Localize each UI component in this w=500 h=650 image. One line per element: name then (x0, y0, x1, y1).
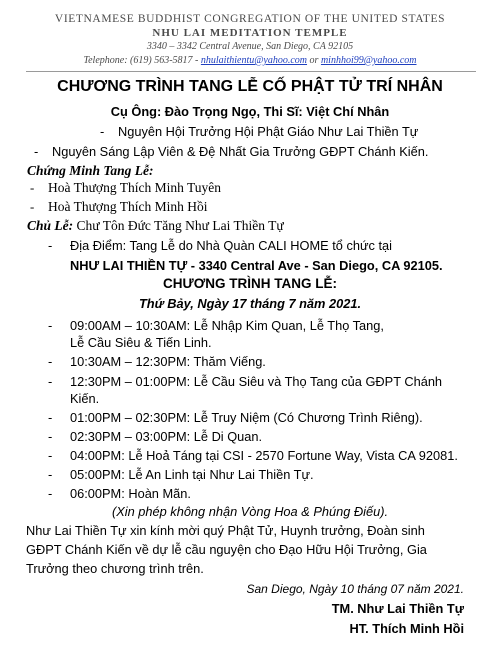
officiant-item: Hoà Thượng Thích Minh Hồi (48, 199, 208, 214)
email-link-2[interactable]: minhhoi99@yahoo.com (320, 55, 417, 66)
bullet-dash: - (48, 238, 53, 253)
org-name: VIETNAMESE BUDDHIST CONGREGATION OF THE UNITED STATES (54, 13, 446, 25)
schedule-item: 12:30PM – 01:00PM: Lễ Cầu Siêu và Thọ Tang của GĐPT Chánh (70, 374, 443, 389)
invitation-line: GĐPT Chánh Kiến về dự lễ cầu nguyện cho Đạo Hữu Hội Trưởng, Gia (26, 542, 427, 557)
chu-le-line (27, 218, 284, 234)
program-heading: CHƯƠNG TRÌNH TANG LỄ: (163, 276, 337, 291)
telephone-label: Telephone: (83, 55, 128, 66)
officiant-item: Hoà Thượng Thích Minh Tuyên (48, 180, 221, 195)
bullet-dash: - (48, 318, 53, 333)
contact-line (0, 55, 500, 66)
flowers-note: (Xin phép không nhận Vòng Hoa & Phúng Điếu). (111, 504, 389, 519)
email-link-1[interactable]: nhulaithientu@yahoo.com (200, 55, 308, 66)
schedule-item: 09:00AM – 10:30AM: Lễ Nhập Kim Quan, Lễ Thọ Tang, (70, 318, 384, 333)
header-divider (26, 71, 476, 72)
bullet-dash: - (34, 144, 39, 159)
role-item: Nguyên Hội Trưởng Hội Phật Giáo Như Lai Thiền Tự (118, 124, 419, 139)
bullet-dash: - (48, 448, 53, 463)
place-date: San Diego, Ngày 10 tháng 07 năm 2021. (246, 582, 464, 596)
program-date: Thứ Bảy, Ngày 17 tháng 7 năm 2021. (138, 296, 362, 311)
bullet-dash: - (30, 200, 35, 214)
temple-address: 3340 – 3342 Central Avenue, San Diego, CA 92105 (146, 41, 354, 52)
contact-separator: - (192, 55, 201, 66)
bullet-dash: - (48, 486, 53, 501)
bullet-dash: - (48, 410, 53, 425)
contact-or: or (307, 55, 321, 66)
signature-org: TM. Như Lai Thiền Tự (331, 601, 464, 616)
role-item: Nguyên Sáng Lập Viên & Đệ Nhất Gia Trưởng GĐPT Chánh Kiến. (52, 144, 429, 159)
bullet-dash: - (48, 374, 53, 389)
bullet-dash: - (48, 467, 53, 482)
signature-name: HT. Thích Minh Hồi (349, 621, 464, 636)
invitation-line: Như Lai Thiền Tự xin kính mời quý Phật Tử, Huynh trưởng, Đoàn sinh (26, 523, 425, 538)
invitation-line: Trưởng theo chương trình trên. (26, 561, 204, 576)
location-line: Địa Điểm: Tang Lễ do Nhà Quàn CALI HOME tổ chức tại (70, 238, 393, 253)
schedule-item: 10:30AM – 12:30PM: Thăm Viếng. (70, 354, 266, 369)
schedule-item-continuation: Lễ Cầu Siêu & Tiến Linh. (70, 335, 212, 350)
bullet-dash: - (48, 429, 53, 444)
schedule-item: 06:00PM: Hoàn Mãn. (70, 486, 191, 501)
chung-minh-label: Chứng Minh Tang Lễ: (27, 163, 154, 178)
temple-name: NHU LAI MEDITATION TEMPLE (152, 27, 348, 39)
chu-le-label: Chủ Lễ: (27, 218, 74, 233)
schedule-item: 04:00PM: Lễ Hoả Táng tại CSI - 2570 Fortune Way, Vista CA 92081. (70, 448, 458, 463)
bullet-dash: - (48, 354, 53, 369)
page-title: CHƯƠNG TRÌNH TANG LỄ CỐ PHẬT TỬ TRÍ NHÂN (57, 78, 443, 95)
schedule-item: 05:00PM: Lễ An Linh tại Như Lai Thiền Tự. (70, 467, 314, 482)
telephone-number: (619) 563-5817 (130, 55, 193, 66)
chu-le-value: Chư Tôn Đức Tăng Như Lai Thiền Tự (76, 218, 284, 233)
location-address: NHƯ LAI THIỀN TỰ - 3340 Central Ave - San Diego, CA 92105. (70, 258, 443, 273)
deceased-name: Cụ Ông: Đào Trọng Ngọ, Thi Sĩ: Việt Chí Nhân (110, 104, 390, 119)
schedule-item-continuation: Kiến. (70, 391, 100, 406)
schedule-item: 02:30PM – 03:00PM: Lễ Di Quan. (70, 429, 263, 444)
bullet-dash: - (30, 181, 35, 195)
schedule-item: 01:00PM – 02:30PM: Lễ Truy Niệm (Có Chương Trình Riêng). (70, 410, 423, 425)
bullet-dash: - (100, 124, 105, 139)
